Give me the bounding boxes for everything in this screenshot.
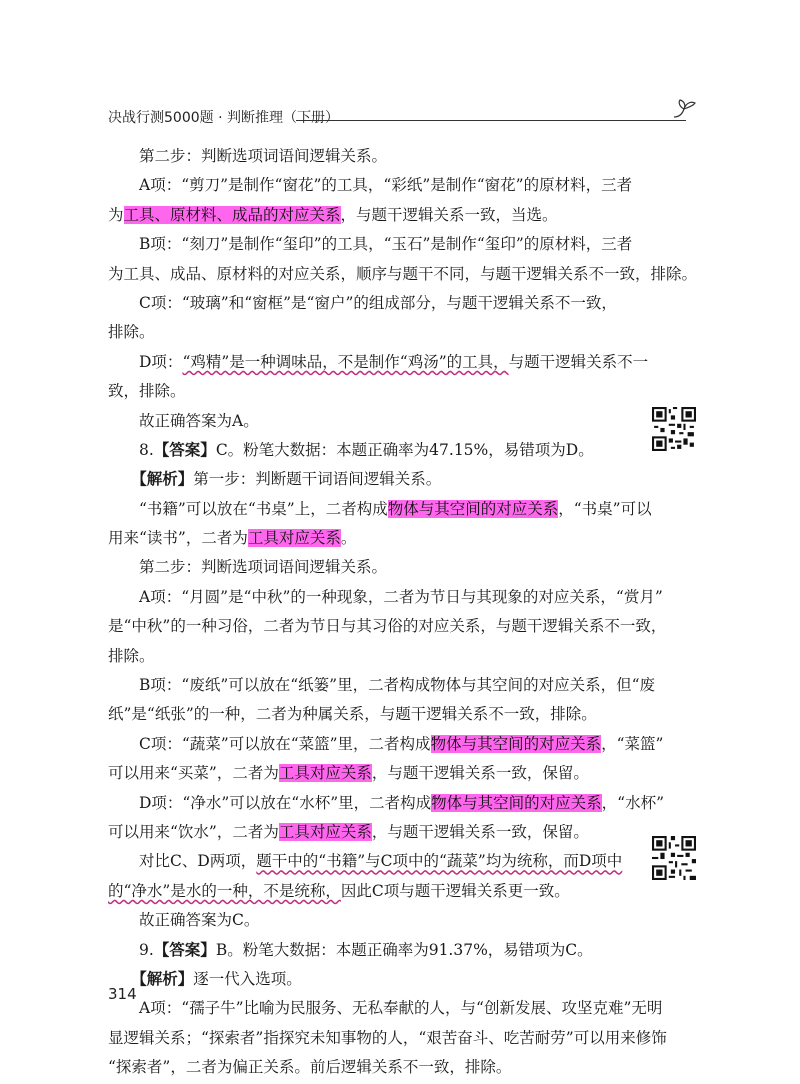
line-text: 可以用来“买菜”，二者为 bbox=[108, 764, 279, 783]
line-text: ，“水杯” bbox=[601, 793, 664, 812]
line-text: 逐一代入选项。 bbox=[193, 969, 302, 988]
line-text: 。 bbox=[340, 529, 357, 548]
text-line bbox=[108, 437, 628, 463]
line-text: C项：“蔬菜”可以放在“菜篮”里，二者构成 bbox=[108, 734, 431, 753]
line-text: 9. bbox=[108, 940, 154, 959]
line-text: 故正确答案为A。 bbox=[108, 411, 259, 430]
line-text: B。粉笔大数据：本题正确率为91.37%，易错项为C。 bbox=[215, 940, 593, 959]
text-line bbox=[108, 202, 628, 228]
line-text: 是“中秋”的一种习俗，二者为节日与其习俗的对应关系，与题干逻辑关系不一致， bbox=[108, 617, 667, 636]
text-line bbox=[108, 995, 663, 1021]
text-line bbox=[108, 701, 628, 727]
text-line bbox=[108, 408, 628, 434]
line-text: ，“书桌”可以 bbox=[558, 499, 652, 518]
line-text: B项：“刻刀”是制作“玺印”的工具，“玉石”是制作“玺印”的原材料，三者 bbox=[108, 235, 633, 254]
qr-code-icon[interactable] bbox=[652, 407, 696, 451]
line-text: 与题干逻辑关系不一 bbox=[508, 352, 649, 371]
running-header bbox=[108, 103, 698, 133]
line-text: D项：“净水”可以放在“水杯”里，二者构成 bbox=[108, 793, 432, 812]
underlined-text: “鸡精”是一种调味品，不是制作“鸡汤”的工具， bbox=[182, 352, 509, 371]
line-text: 致，排除。 bbox=[108, 382, 186, 401]
line-text: ，“菜篮” bbox=[601, 734, 664, 753]
line-text: ，与题干逻辑关系一致，保留。 bbox=[371, 822, 589, 841]
line-text: 第二步：判断选项词语间逻辑关系。 bbox=[108, 147, 388, 165]
text-line bbox=[108, 172, 633, 198]
highlighted-text: 工具对应关系 bbox=[247, 529, 341, 548]
line-text: 因此C项与题干逻辑关系更一致。 bbox=[340, 881, 570, 900]
text-line bbox=[108, 349, 649, 375]
line-text: B项：“废纸”可以放在“纸篓”里，二者构成物体与其空间的对应关系，但“废 bbox=[108, 676, 656, 695]
line-text: 故正确答案为C。 bbox=[108, 911, 260, 930]
line-text: A项：“月圆”是“中秋”的一种现象，二者为节日与其现象的对应关系，“赏月” bbox=[108, 587, 663, 606]
text-line bbox=[108, 613, 667, 639]
page-number: 314 bbox=[108, 985, 137, 1003]
text-line bbox=[108, 731, 664, 757]
text-line bbox=[108, 966, 628, 992]
text-line bbox=[108, 290, 628, 316]
text-line bbox=[108, 1054, 628, 1080]
text-line bbox=[108, 760, 628, 786]
line-text: 排除。 bbox=[108, 323, 155, 342]
text-line bbox=[108, 554, 628, 580]
text-line bbox=[108, 819, 628, 845]
line-text: 可以用来“饮水”，二者为 bbox=[108, 822, 279, 841]
text-line bbox=[108, 261, 698, 287]
line-text bbox=[108, 470, 139, 488]
line-text: C项：“玻璃”和“窗框”是“窗户”的组成部分，与题干逻辑关系不一致， bbox=[108, 293, 617, 312]
underlined-text: 题干中的“书籍”与C项中的“蔬菜”均为统称，而D项中 bbox=[256, 852, 623, 871]
highlighted-text: 工具对应关系 bbox=[278, 764, 372, 783]
line-text: A项：“孺子牛”比喻为民服务、无私奉献的人，与“创新发展、攻坚克难”无明 bbox=[108, 999, 663, 1018]
header-rule bbox=[296, 120, 686, 121]
highlighted-text: 物体与其空间的对应关系 bbox=[387, 499, 559, 518]
text-line bbox=[108, 496, 652, 522]
text-line bbox=[108, 1025, 667, 1051]
underlined-text: 的“净水”是水的一种，不是统称， bbox=[108, 881, 341, 900]
line-text: “探索者”，二者为偏正关系。前后逻辑关系不一致，排除。 bbox=[108, 1058, 512, 1077]
text-line bbox=[108, 907, 628, 933]
line-text: 排除。 bbox=[108, 646, 155, 665]
line-text: 为 bbox=[108, 205, 124, 224]
line-text: 纸”是“纸张”的一种，二者为种属关系，与题干逻辑关系不一致，排除。 bbox=[108, 705, 597, 724]
highlighted-text: 物体与其空间的对应关系 bbox=[430, 734, 602, 753]
line-text: 对比C、D两项， bbox=[108, 852, 257, 871]
book-title: 决战行测5000题 · 判断推理（下册） bbox=[108, 110, 339, 126]
text-line bbox=[108, 231, 633, 257]
line-text: C。粉笔大数据：本题正确率为47.15%，易错项为D。 bbox=[215, 440, 594, 459]
highlighted-text: 物体与其空间的对应关系 bbox=[431, 793, 602, 812]
line-text: ，与题干逻辑关系一致，当选。 bbox=[340, 205, 558, 224]
answer-label: 【解析】 bbox=[139, 469, 194, 489]
text-line bbox=[108, 643, 628, 669]
line-text: 第二步：判断选项词语间逻辑关系。 bbox=[108, 558, 388, 577]
answer-label: 【答案】 bbox=[153, 939, 216, 959]
text-line bbox=[108, 790, 664, 816]
answer-label: 【答案】 bbox=[153, 439, 216, 459]
sprout-icon bbox=[670, 97, 698, 121]
line-text: ，与题干逻辑关系一致，保留。 bbox=[371, 764, 589, 783]
explanation-text bbox=[108, 143, 698, 1084]
line-text: A项：“剪刀”是制作“窗花”的工具，“彩纸”是制作“窗花”的原材料，三者 bbox=[108, 176, 633, 195]
line-text: “书籍”可以放在“书桌”上，二者构成 bbox=[108, 499, 388, 518]
line-text: D项： bbox=[108, 352, 183, 371]
highlighted-text: 工具对应关系 bbox=[278, 822, 372, 841]
text-line bbox=[108, 848, 628, 874]
line-text: 8. bbox=[108, 440, 154, 459]
text-line bbox=[108, 319, 628, 345]
line-text: 显逻辑关系；“探索者”指探究未知事物的人，“艰苦奋斗、吃苦耐劳”可以用来修饰 bbox=[108, 1028, 667, 1047]
line-text: 为工具、成品、原材料的对应关系，顺序与题干不同，与题干逻辑关系不一致，排除。 bbox=[108, 264, 698, 283]
text-line bbox=[108, 584, 663, 610]
qr-code-icon[interactable] bbox=[652, 836, 696, 880]
text-line bbox=[108, 937, 628, 963]
text-line bbox=[108, 878, 628, 904]
text-line bbox=[108, 672, 656, 698]
highlighted-text: 工具、原材料、成品的对应关系 bbox=[123, 205, 341, 224]
text-line bbox=[108, 525, 628, 551]
text-line bbox=[108, 143, 628, 169]
line-text: 用来“读书”，二者为 bbox=[108, 529, 248, 548]
line-text: 第一步：判断题干词语间逻辑关系。 bbox=[193, 470, 442, 489]
answer-label: 【解析】 bbox=[139, 968, 194, 988]
text-line bbox=[108, 378, 628, 404]
text-line bbox=[108, 466, 628, 492]
